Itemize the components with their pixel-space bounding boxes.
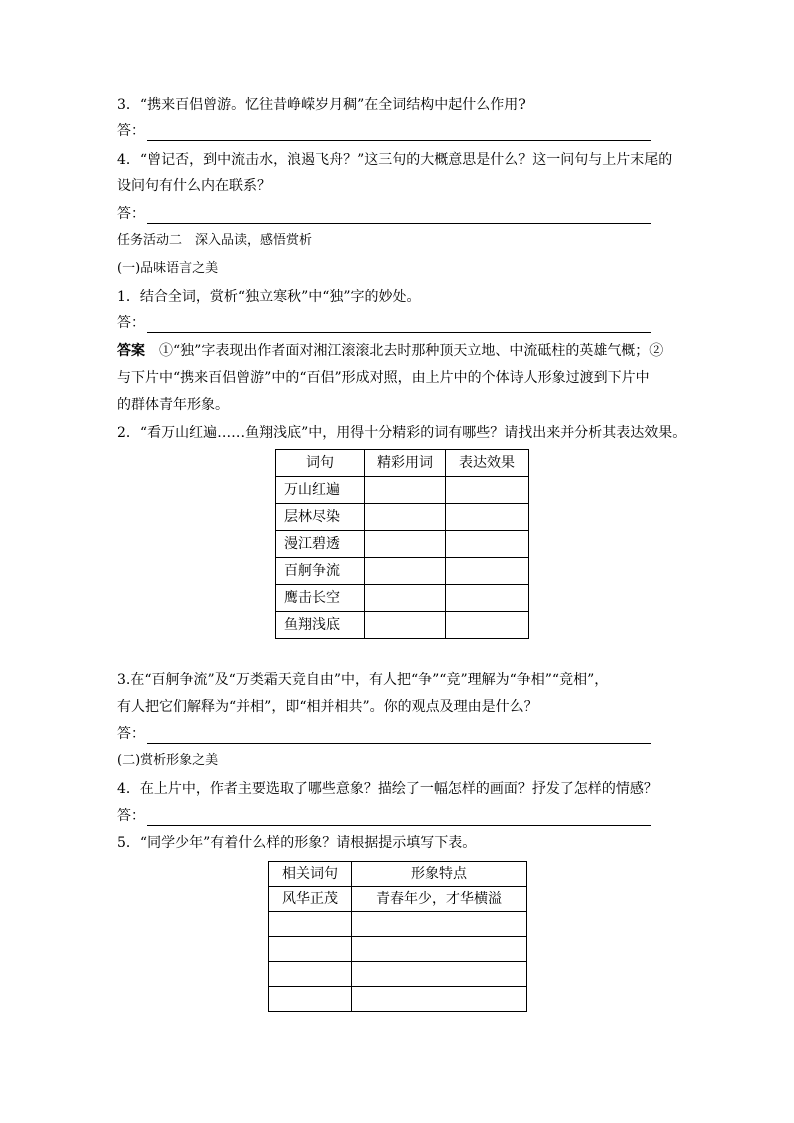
blank-cell[interactable] xyxy=(352,912,527,937)
blank-cell[interactable] xyxy=(352,987,527,1012)
answer-blank[interactable] xyxy=(147,317,651,333)
answer-line-t2-1[interactable] xyxy=(117,313,651,333)
header-cell: 词句 xyxy=(276,450,365,477)
table-row xyxy=(269,912,527,937)
phrase-cell: 层林尽染 xyxy=(276,504,365,531)
blank-cell[interactable] xyxy=(365,531,446,558)
blank-cell[interactable] xyxy=(269,987,352,1012)
task2-question-4: 4．在上片中，作者主要选取了哪些意象？描绘了一幅怎样的画面？抒发了怎样的情感？ xyxy=(117,781,658,797)
header-cell: 精彩用词 xyxy=(365,450,446,477)
question-4-line-2: 设问句有什么内在联系？ xyxy=(117,178,271,194)
table-row xyxy=(269,887,527,912)
question-4-line-1: 4．“曾记否，到中流击水，浪遏飞舟？”这三句的大概意思是什么？这一问句与上片末尾的 xyxy=(117,152,673,168)
answer-key-line-1 xyxy=(117,341,663,361)
blank-cell[interactable] xyxy=(365,504,446,531)
word-analysis-table xyxy=(275,449,529,639)
task2-question-1: 1．结合全词，赏析“独立寒秋”中“独”字的妙处。 xyxy=(117,289,421,305)
table-row xyxy=(276,585,529,612)
image-traits-table xyxy=(268,861,527,1012)
table-row xyxy=(269,937,527,962)
phrase-cell: 鱼翔浅底 xyxy=(276,612,365,639)
table-header-row xyxy=(276,450,529,477)
answer-line-t2-3[interactable] xyxy=(117,724,651,744)
blank-cell[interactable] xyxy=(269,937,352,962)
task-2-title: 任务活动二 深入品读，感悟赏析 xyxy=(117,233,313,248)
blank-cell[interactable] xyxy=(352,937,527,962)
section-image-title: (二)赏析形象之美 xyxy=(117,753,219,768)
blank-cell[interactable] xyxy=(352,962,527,987)
header-cell: 形象特点 xyxy=(352,862,527,887)
blank-cell[interactable] xyxy=(365,558,446,585)
task2-question-2: 2．“看万山红遍……鱼翔浅底”中，用得十分精彩的词有哪些？请找出来并分析其表达效果。 xyxy=(117,425,687,441)
blank-cell[interactable] xyxy=(365,477,446,504)
table-row xyxy=(269,987,527,1012)
answer-blank[interactable] xyxy=(147,810,651,826)
answer-label: 答： xyxy=(117,808,145,824)
trait-cell: 青春年少，才华横溢 xyxy=(352,887,527,912)
table-row xyxy=(276,558,529,585)
answer-line-4[interactable] xyxy=(117,204,651,224)
task2-question-3-line-2: 有人把它们解释为“并相”，即“相并相共”。你的观点及理由是什么？ xyxy=(117,699,538,715)
answer-line-t2-4[interactable] xyxy=(117,806,651,826)
blank-cell[interactable] xyxy=(365,585,446,612)
answer-label: 答： xyxy=(117,206,145,222)
answer-blank[interactable] xyxy=(147,728,651,744)
phrase-cell: 百舸争流 xyxy=(276,558,365,585)
blank-cell[interactable] xyxy=(446,504,529,531)
question-3: 3．“携来百侣曾游。忆往昔峥嵘岁月稠”在全词结构中起什么作用? xyxy=(117,97,526,113)
phrase-cell: 鹰击长空 xyxy=(276,585,365,612)
phrase-cell: 漫江碧透 xyxy=(276,531,365,558)
blank-cell[interactable] xyxy=(446,558,529,585)
blank-cell[interactable] xyxy=(446,531,529,558)
answer-key-label: 答案 xyxy=(117,343,145,359)
answer-label: 答： xyxy=(117,726,145,742)
phrase-cell: 风华正茂 xyxy=(269,887,352,912)
table-header-row xyxy=(269,862,527,887)
blank-cell[interactable] xyxy=(269,912,352,937)
table-row xyxy=(276,612,529,639)
blank-cell[interactable] xyxy=(446,612,529,639)
task2-question-5: 5．“同学少年”有着什么样的形象？请根据提示填写下表。 xyxy=(117,835,477,851)
task2-question-3-line-1: 3.在“百舸争流”及“万类霜天竞自由”中，有人把“争”“竞”理解为“争相”“竞相”， xyxy=(117,672,609,688)
blank-cell[interactable] xyxy=(446,477,529,504)
answer-key-line-3: 的群体青年形象。 xyxy=(117,397,229,413)
blank-cell[interactable] xyxy=(365,612,446,639)
header-cell: 相关词句 xyxy=(269,862,352,887)
answer-label: 答： xyxy=(117,315,145,331)
answer-blank[interactable] xyxy=(147,208,651,224)
answer-blank[interactable] xyxy=(147,125,651,141)
phrase-cell: 万山红遍 xyxy=(276,477,365,504)
section-language-title: (一)品味语言之美 xyxy=(117,261,219,276)
header-cell: 表达效果 xyxy=(446,450,529,477)
table-row xyxy=(276,504,529,531)
answer-key-line-2: 与下片中“携来百侣曾游”中的“百侣”形成对照，由上片中的个体诗人形象过渡到下片中 xyxy=(117,370,650,386)
answer-key-text: ①“独”字表现出作者面对湘江滚滚北去时那种顶天立地、中流砥柱的英雄气概；② xyxy=(145,343,664,359)
blank-cell[interactable] xyxy=(446,585,529,612)
answer-label: 答： xyxy=(117,123,145,139)
table-row xyxy=(276,531,529,558)
blank-cell[interactable] xyxy=(269,962,352,987)
table-row xyxy=(269,962,527,987)
answer-line-3[interactable] xyxy=(117,121,651,141)
table-row xyxy=(276,477,529,504)
